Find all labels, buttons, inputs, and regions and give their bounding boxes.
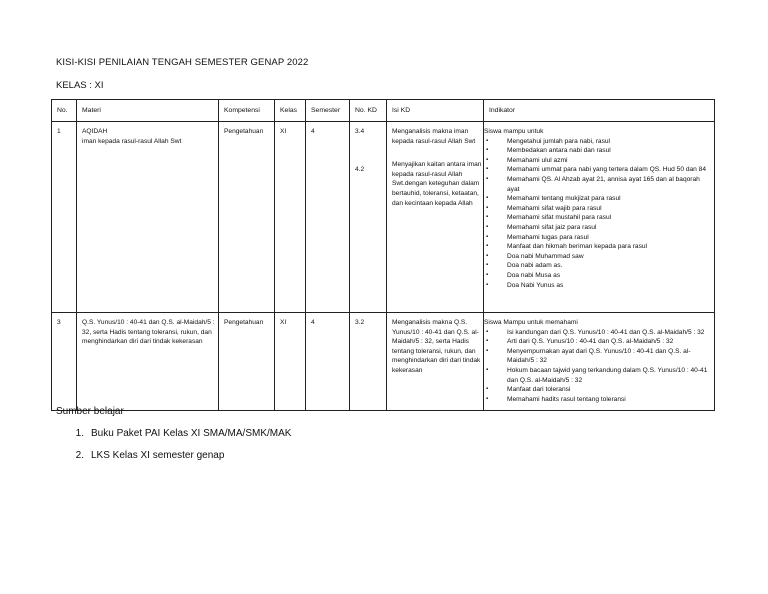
kd-text: Menganalisis makna iman kepada rasul-rasul Allah Swt	[392, 128, 476, 145]
header-isi-kd: Isi KD	[387, 100, 484, 122]
header-kelas: Kelas	[275, 100, 306, 122]
kd-text: Menyajikan kaitan antara iman kepada rasul-rasul Allah Swt.dengan keteguhan dalam bertauhid, toleransi, ketaatan, dan kecintaan kepada Allah	[392, 161, 482, 207]
cell-isi-kd	[387, 122, 484, 313]
list-item: ▪ Memahami sifat mustahil para rasul	[489, 213, 714, 223]
list-item: ▪ Memahami QS. Al Ahzab ayat 21, annisa ayat 165 dan al baqorah ayat	[489, 175, 714, 194]
indikator-list	[489, 328, 714, 405]
sources-heading: Sumber belajar	[56, 406, 124, 417]
list-item: ▪ Hokum bacaan tajwid yang terkandung dalam Q.S. Yunus/10 : 40-41 dan Q.S. al-Maidah/5 : 32	[489, 366, 714, 385]
cell-materi	[77, 313, 219, 411]
kd-number: 4.2	[355, 165, 365, 173]
cell-no-kd	[350, 313, 387, 411]
materi-title: AQIDAH	[82, 128, 108, 135]
indikator-intro: Siswa mampu untuk	[484, 128, 544, 135]
list-item: ▪ Manfaat dari toleransi	[489, 385, 714, 395]
list-item: ▪ Menyempurnakan ayat dari Q.S. Yunus/10 : 40-41 dan Q.S. al-Maidah/5 : 32	[489, 347, 714, 366]
list-item: ▪ Doa Nabi Yunus as	[489, 281, 714, 291]
source-text: Buku Paket PAI Kelas XI SMA/MA/SMK/MAK	[91, 428, 292, 439]
list-item: ▪ Memahami tugas para rasul	[489, 233, 714, 243]
cell-isi-kd	[387, 313, 484, 411]
list-item: ▪ Arti dari Q.S. Yunus/10 : 40-41 dan Q.S. al-Maidah/5 : 32	[489, 337, 714, 347]
header-indikator: Indikator	[484, 100, 715, 122]
indikator-list	[489, 137, 714, 291]
cell-materi	[77, 122, 219, 313]
list-item: ▪ Memahami ummat para nabi yang tertera dalam QS. Hud 50 dan 84	[489, 165, 714, 175]
header-no-kd: No. KD	[350, 100, 387, 122]
list-item: ▪ Memahami ulul azmi	[489, 156, 714, 166]
header-semester: Semester	[306, 100, 350, 122]
list-item: ▪ Manfaat dan hikmah beriman kepada para rasul	[489, 242, 714, 252]
kisi-kisi-table	[51, 99, 715, 411]
table-row	[52, 313, 715, 411]
list-item: ▪ Memahami sifat jaiz para rasul	[489, 223, 714, 233]
kd-text: Menganalisis makna Q.S. Yunus/10 : 40-41 dan Q.S. al-Maidah/5 : 32, serta Hadis tentang toleransi, rukun, dan menghindarkan diri dari tindak kekerasan	[392, 319, 481, 374]
list-item: ▪ Membedakan antara nabi dan rasul	[489, 146, 714, 156]
list-item: ▪ Mengetahui jumlah para nabi, rasul	[489, 137, 714, 147]
cell-kelas: XI	[275, 313, 306, 411]
cell-indikator	[484, 122, 715, 313]
list-item: ▪ Memahami sifat wajib para rasul	[489, 204, 714, 214]
indikator-intro: Siswa Mampu untuk memahami	[484, 319, 578, 326]
cell-no-kd	[350, 122, 387, 313]
materi-desc: iman kepada rasul-rasul Allah Swt	[82, 137, 182, 145]
header-no: No.	[52, 100, 77, 122]
list-item: ▪ Memahami tentang mukjizat para rasul	[489, 194, 714, 204]
cell-kompetensi: Pengetahuan	[219, 313, 275, 411]
materi-desc: Q.S. Yunus/10 : 40-41 dan Q.S. al-Maidah/5 : 32, serta Hadis tentang toleransi, rukun, dan menghindarkan diri dari tindak kekerasan	[82, 319, 215, 346]
header-materi: Materi	[77, 100, 219, 122]
sources-list	[56, 429, 291, 473]
cell-no: 3	[52, 313, 77, 411]
header-kompetensi: Kompetensi	[219, 100, 275, 122]
list-item: ▪ Doa nabi adam as.	[489, 261, 714, 271]
list-number: 2.	[75, 450, 84, 461]
list-item: ▪ Memahami hadits rasul tentang toleransi	[489, 395, 714, 405]
cell-kelas: XI	[275, 122, 306, 313]
list-item: ▪ Doa nabi Musa as	[489, 271, 714, 281]
table-row	[52, 122, 715, 313]
list-item: ▪ Isi kandungan dari Q.S. Yunus/10 : 40-41 dan Q.S. al-Maidah/5 : 32	[489, 328, 714, 338]
list-item: ▪ Doa nabi Muhammad saw	[489, 252, 714, 262]
cell-indikator	[484, 313, 715, 411]
list-item	[56, 429, 291, 439]
document-title: KISI-KISI PENILAIAN TENGAH SEMESTER GENAP 2022	[56, 57, 309, 68]
class-label: KELAS : XI	[56, 80, 104, 91]
list-number: 1.	[75, 428, 84, 439]
cell-kompetensi: Pengetahuan	[219, 122, 275, 313]
table-header-row	[52, 100, 715, 122]
source-text: LKS Kelas XI semester genap	[91, 450, 225, 461]
cell-semester: 4	[306, 122, 350, 313]
list-item	[56, 451, 291, 461]
cell-no: 1	[52, 122, 77, 313]
cell-semester: 4	[306, 313, 350, 411]
kd-number: 3.2	[355, 319, 365, 326]
kd-number: 3.4	[355, 128, 365, 135]
